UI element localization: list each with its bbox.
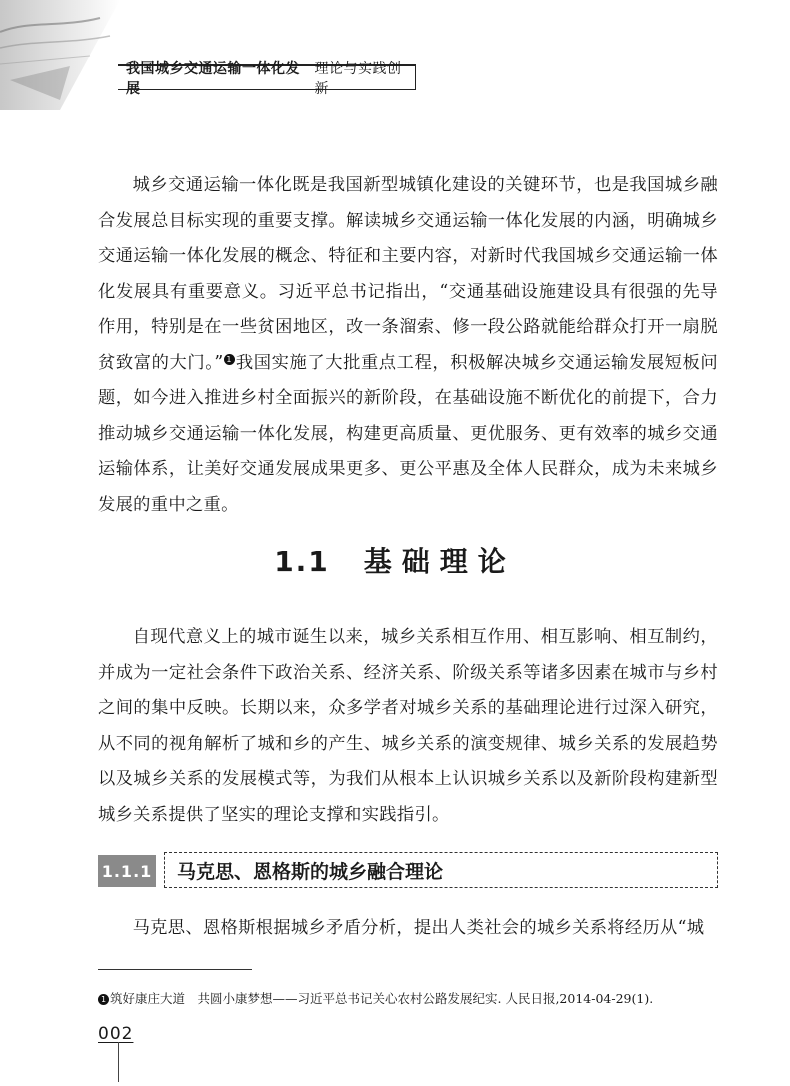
section-heading [0,540,790,580]
footnote-reference[interactable]: 1 [224,354,235,365]
running-header-subtitle: 理论与实践创新 [314,60,402,97]
intro-paragraph [98,168,718,523]
footnote-text: 筑好康庄大道 共圆小康梦想——习近平总书记关心农村公路发展纪实. 人民日报,2014-04-29(1). [110,991,654,1006]
section-paragraph: 自现代意义上的城市诞生以来，城乡关系相互作用、相互影响、相互制约，并成为一定社会条件下政治关系、经济关系、阶级关系等诸多因素在城市与乡村之间的集中反映。长期以来，众多学者对城乡关系的基础理论进行过深入研究，从不同的视角解析了城和乡的产生、城乡关系的演变规律、城乡关系的发展趋势以及城乡关系的发展模式等，为我们从根本上认识城乡关系以及新阶段构建新型城乡关系提供了坚实的理论支撑和实践指引。 [98,627,718,825]
subsection-title: 马克思、恩格斯的城乡融合理论 [177,860,444,883]
subsection-paragraph: 马克思、恩格斯根据城乡矛盾分析，提出人类社会的城乡关系将经历从“城 [132,918,705,938]
page-number: 002 [98,1024,134,1044]
running-header-title: 我国城乡交通运输一体化发展 [126,60,300,97]
subsection-heading [164,852,718,888]
running-header [118,60,416,97]
page-number-rule [118,1042,119,1082]
footnote [98,989,718,1007]
header-corner-image [0,0,120,110]
subsection-number-badge: 1.1.1 [98,855,156,887]
intro-paragraph-part-2: 我国实施了大批重点工程，积极解决城乡交通运输发展短板问题，如今进入推进乡村全面振兴的新阶段，在基础设施不断优化的前提下，合力推动城乡交通运输一体化发展，构建更高质量、更优服务、更有效率的城乡交通运输体系，让美好交通发展成果更多、更公平惠及全体人民群众，成为未来城乡发展的重中之重。 [98,352,719,515]
footnote-marker: 1 [98,994,109,1005]
intro-paragraph-part-1: 城乡交通运输一体化既是我国新型城镇化建设的关键环节，也是我国城乡融合发展总目标实现的重要支撑。解读城乡交通运输一体化发展的内涵，明确城乡交通运输一体化发展的概念、特征和主要内容，对新时代我国城乡交通运输一体化发展具有重要意义。习近平总书记指出，“交通基础设施建设具有很强的先导作用，特别是在一些贫困地区，改一条溜索、修一段公路就能给群众打开一扇脱贫致富的大门。” [98,175,718,373]
footnote-divider [98,969,252,970]
section-number: 1.1 [274,545,330,578]
section-title: 基础理论 [363,545,516,578]
